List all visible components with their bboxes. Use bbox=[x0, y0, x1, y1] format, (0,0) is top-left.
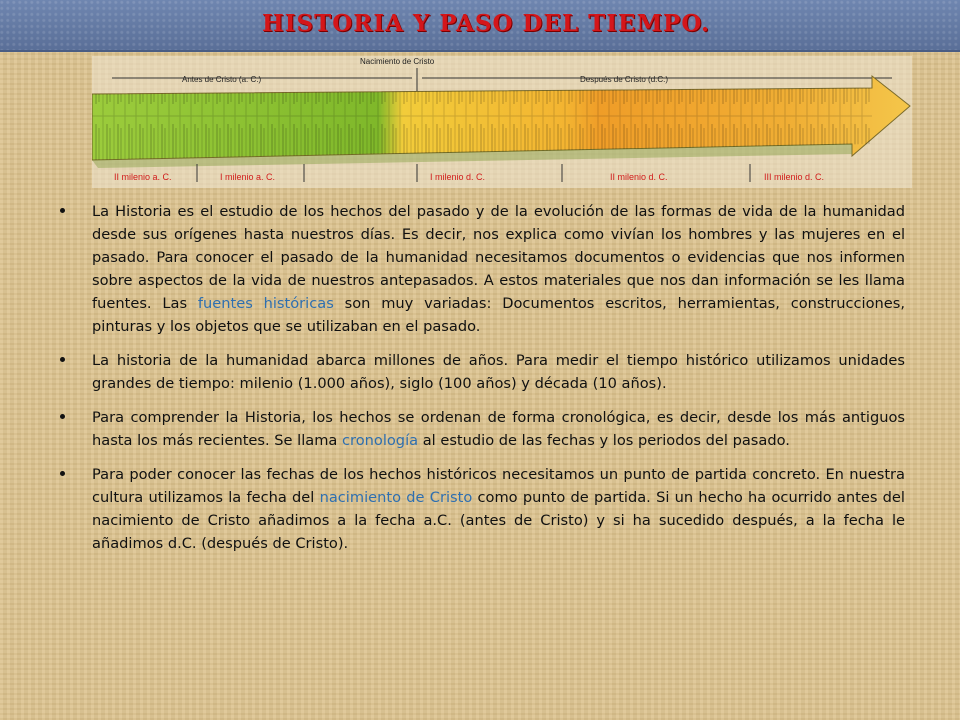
paragraph-time-units bbox=[60, 349, 905, 395]
millennium-label: I milenio a. C. bbox=[220, 172, 276, 182]
timeline-image bbox=[92, 56, 912, 188]
after-label: Después de Cristo (d.C.) bbox=[580, 75, 669, 84]
paragraph-history-definition bbox=[60, 200, 905, 338]
paragraph-text: como punto de partida. Si un hecho ha ocurrido antes del nacimiento de Cristo añadimos a la fecha a.C. (antes de Cristo) y si ha sucedido después, a la fecha le añadimos d.C. (después de Cristo). bbox=[92, 489, 905, 552]
title-banner bbox=[0, 0, 960, 52]
bullet-icon bbox=[60, 357, 65, 362]
bullet-icon bbox=[60, 471, 65, 476]
paragraph-reference-point bbox=[60, 463, 905, 555]
millennium-label: I milenio d. C. bbox=[430, 172, 486, 182]
paragraph-text: La historia de la humanidad abarca millones de años. Para medir el tiempo histórico utilizamos unidades grandes de tiempo: milenio (1.000 años), siglo (100 años) y década (10 años). bbox=[92, 352, 905, 392]
birth-label: Nacimiento de Cristo bbox=[360, 57, 435, 66]
paragraph-text: son muy variadas: Documentos escritos, herramientas, construcciones, pinturas y los objetos que se utilizaban en el pasado. bbox=[92, 295, 905, 335]
paragraph-text: La Historia es el estudio de los hechos del pasado y de la evolución de las formas de vida de la humanidad desde sus orígenes hasta nuestros días. Es decir, nos explica como vivían los hombres y las mujeres en el pasado. Para conocer el pasado de la humanidad necesitamos documentos o evidencias que nos informen sobre aspectos de la vida de nuestros antepasados. A estos materiales que nos dan información se les llama fuentes. Las bbox=[92, 203, 905, 312]
paragraph-text: Para poder conocer las fechas de los hechos históricos necesitamos un punto de partida concreto. En nuestra cultura utilizamos la fecha del bbox=[92, 466, 905, 506]
before-label: Antes de Cristo (a. C.) bbox=[182, 75, 262, 84]
millennium-label: II milenio d. C. bbox=[610, 172, 668, 182]
bullet-icon bbox=[60, 208, 65, 213]
paragraph-text: al estudio de las fechas y los periodos del pasado. bbox=[418, 432, 790, 449]
content-list bbox=[60, 200, 905, 566]
link-fuentes-historicas[interactable]: fuentes históricas bbox=[197, 295, 334, 312]
paragraph-chronology bbox=[60, 406, 905, 452]
millennium-label: III milenio d. C. bbox=[764, 172, 825, 182]
millennium-label: II milenio a. C. bbox=[114, 172, 172, 182]
bullet-icon bbox=[60, 414, 65, 419]
link-nacimiento-de-cristo[interactable]: nacimiento de Cristo bbox=[319, 489, 473, 506]
link-cronologia[interactable]: cronología bbox=[342, 432, 419, 449]
page-title: HISTORIA Y PASO DEL TIEMPO. bbox=[262, 10, 711, 37]
paragraph-text: Para comprender la Historia, los hechos se ordenan de forma cronológica, es decir, desde los más antiguos hasta los más recientes. Se llama bbox=[92, 409, 905, 449]
